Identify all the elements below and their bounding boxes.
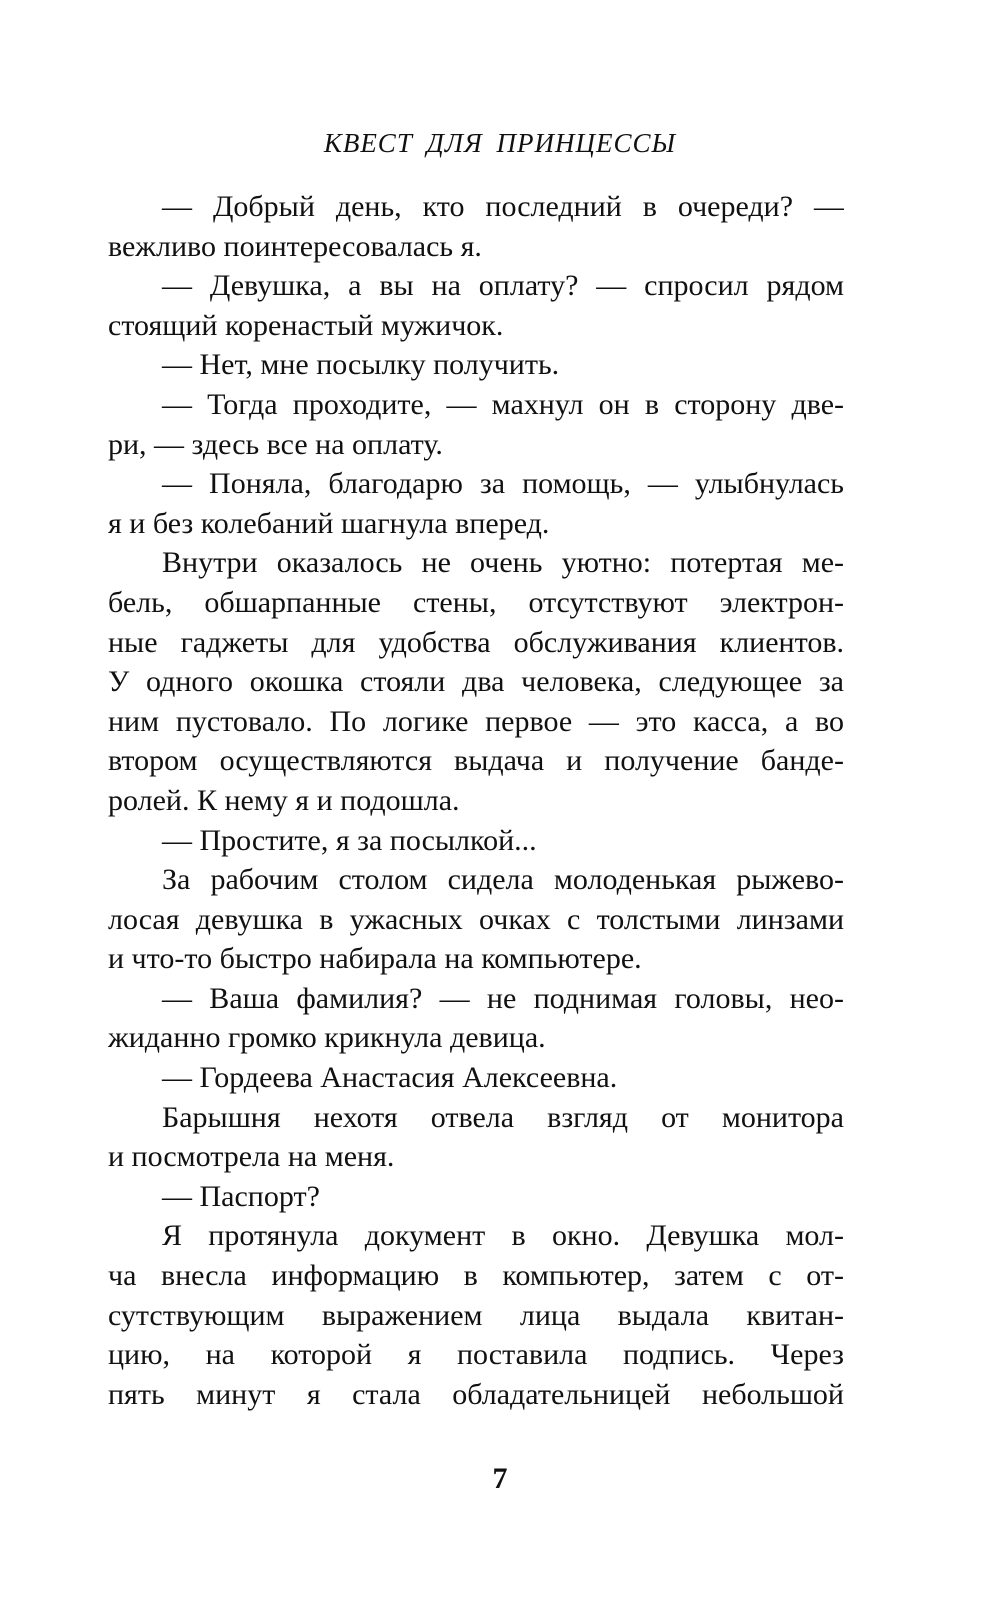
text-line: У одного окошка стояли два человека, следующее за <box>108 665 844 699</box>
text-line: ролей. К нему я и подошла. <box>108 783 460 817</box>
text-line: — Паспорт? <box>162 1179 320 1213</box>
text-line: Внутри оказалось не очень уютно: потертая ме- <box>162 546 844 580</box>
text-line: — Поняла, благодарю за помощь, — улыбнулась <box>162 467 844 501</box>
page-number: 7 <box>492 1462 508 1495</box>
text-line: и посмотрела на меня. <box>108 1140 395 1174</box>
text-line: и что-то быстро набирала на компьютере. <box>108 942 642 976</box>
text-line: я и без колебаний шагнула вперед. <box>108 506 550 540</box>
text-line: ри, — здесь все на оплату. <box>108 427 443 461</box>
running-head: КВЕСТ ДЛЯ ПРИНЦЕССЫ <box>323 128 677 158</box>
text-line: — Тогда проходите, — махнул он в сторону две- <box>162 387 844 421</box>
text-line: ные гаджеты для удобства обслуживания клиентов. <box>108 625 844 659</box>
text-line: жиданно громко крикнула девица. <box>108 1021 546 1055</box>
text-line: Я протянула документ в окно. Девушка мол- <box>162 1219 844 1253</box>
text-line: ча внесла информацию в компьютер, затем с от- <box>108 1259 844 1293</box>
text-line: бель, обшарпанные стены, отсутствуют электрон- <box>108 585 844 619</box>
text-line: стоящий коренастый мужичок. <box>108 308 504 342</box>
text-line: — Добрый день, кто последний в очереди? — <box>162 190 844 223</box>
text-line: ним пустовало. По логике первое — это касса, а во <box>108 704 844 738</box>
text-line: пять минут я стала обладательницей небольшой <box>108 1377 844 1411</box>
text-line: — Нет, мне посылку получить. <box>162 348 560 382</box>
text-line: цию, на которой я поставила подпись. Через <box>108 1338 844 1372</box>
text-line: — Гордеева Анастасия Алексеевна. <box>162 1061 618 1095</box>
body-text <box>108 187 844 1414</box>
text-line: За рабочим столом сидела молоденькая рыжево- <box>162 863 844 897</box>
text-line: вежливо поинтересовалась я. <box>108 229 482 263</box>
text-line: — Простите, я за посылкой... <box>162 823 537 857</box>
text-line: — Девушка, а вы на оплату? — спросил рядом <box>162 269 844 303</box>
text-line: лосая девушка в ужасных очках с толстыми линзами <box>108 902 844 936</box>
text-line: — Ваша фамилия? — не поднимая головы, нео- <box>162 981 844 1015</box>
text-line: втором осуществляются выдача и получение банде- <box>108 744 844 778</box>
text-line: Барышня нехотя отвела взгляд от монитора <box>162 1100 844 1134</box>
text-line: сутствующим выражением лица выдала квитан- <box>108 1298 844 1332</box>
